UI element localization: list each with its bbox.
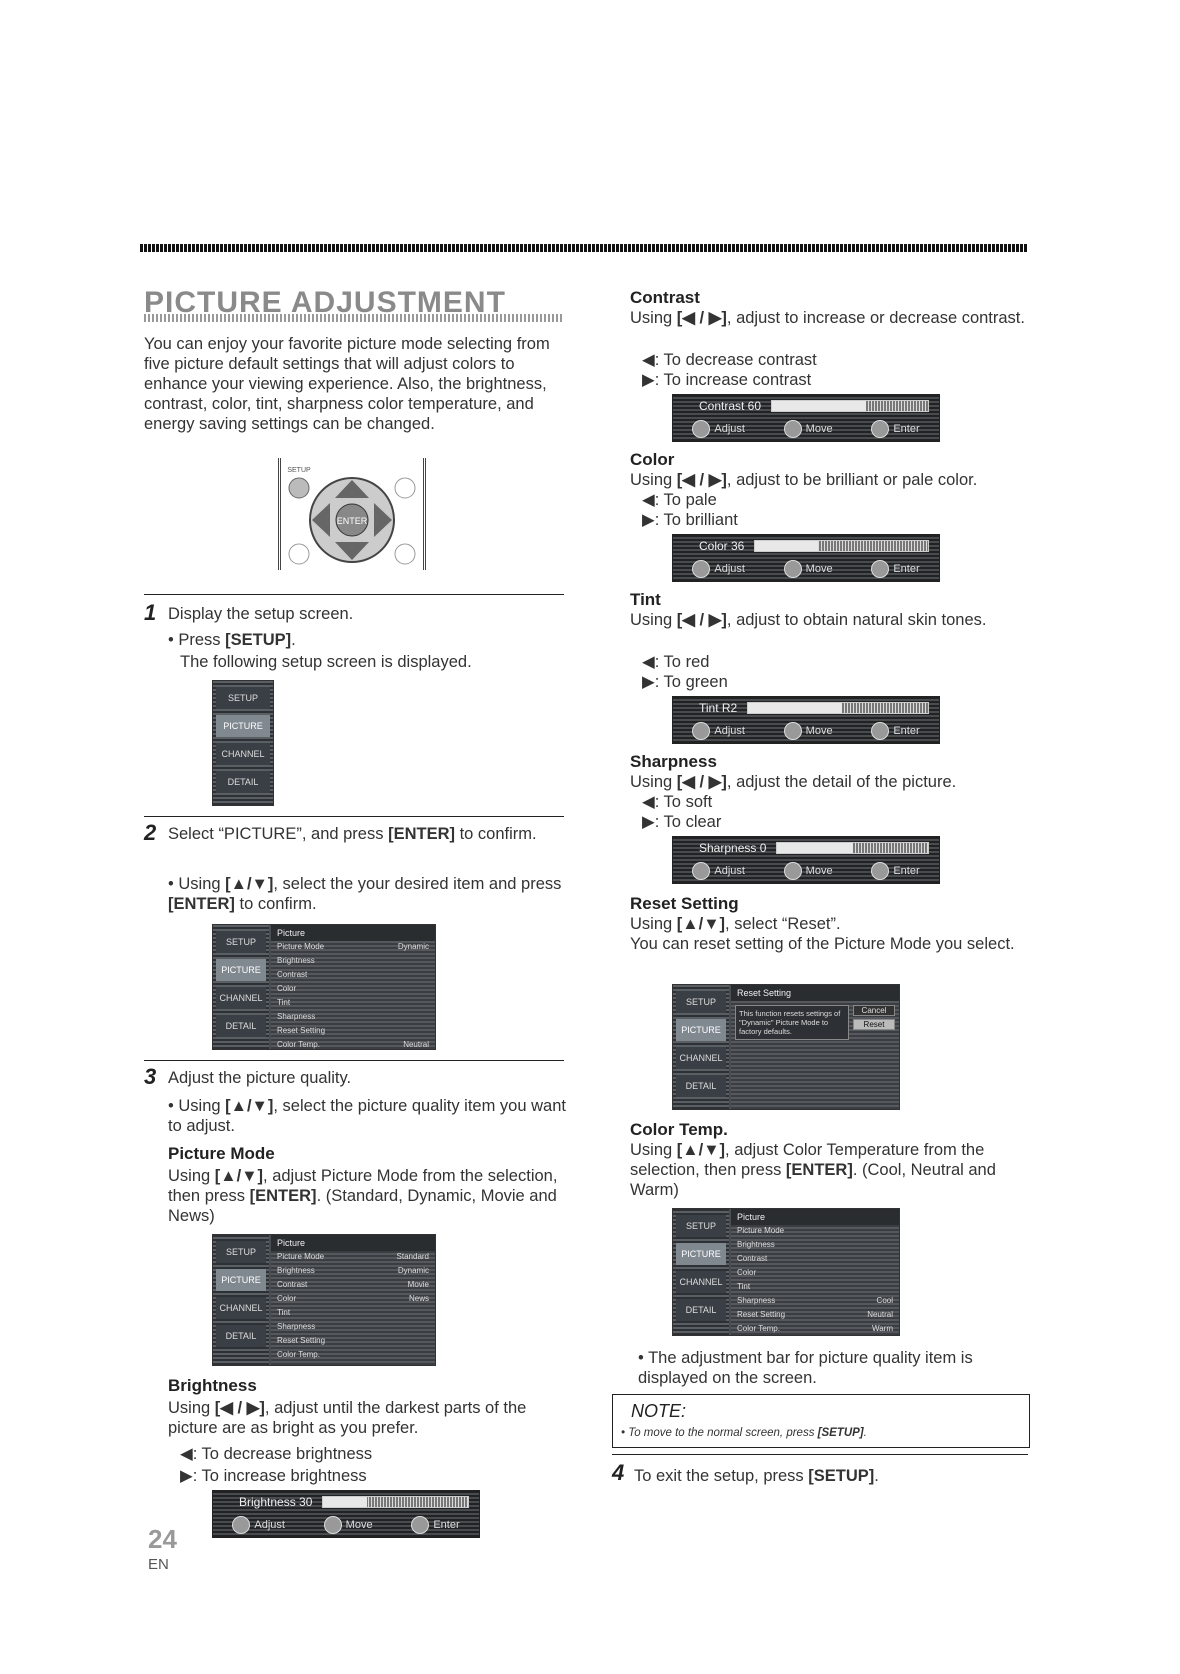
menu-row: Tint bbox=[737, 1282, 751, 1291]
intro-text: You can enjoy your favorite picture mode selecting from five picture default settings that will adjust colors to enhance your viewing experience. Also, the brightness, contrast, color, tint, sharpness color temperature, and energy saving settings can be changed. bbox=[144, 335, 550, 433]
adjust-hint: Adjust bbox=[692, 560, 745, 578]
enter-hint: Enter bbox=[871, 722, 919, 740]
menu-row: Brightness Dynamic bbox=[277, 1266, 429, 1275]
panel-title: Picture bbox=[271, 925, 435, 941]
enter-hint: Enter bbox=[411, 1516, 459, 1534]
menu-row: Color Temp. bbox=[277, 1350, 320, 1359]
dpad-icon bbox=[692, 420, 710, 438]
step-1-number: 1 bbox=[144, 600, 157, 625]
step-1-sub: The following setup screen is displayed. bbox=[180, 653, 472, 671]
sharpness-left: ◀: To soft bbox=[642, 793, 713, 811]
bar-fill bbox=[323, 1497, 366, 1507]
step-4-text: To exit the setup, press [SETUP]. bbox=[634, 1467, 879, 1485]
reset-text-1: Using [▲/▼], select “Reset”. bbox=[630, 915, 841, 933]
picture-mode-screen bbox=[212, 1234, 436, 1366]
move-hint: Move bbox=[784, 560, 833, 578]
contrast-left: ◀: To decrease contrast bbox=[642, 351, 817, 369]
dpad-icon bbox=[784, 862, 802, 880]
color-text: Using [◀ / ▶], adjust to be brilliant or pale color. bbox=[630, 471, 978, 489]
menu-row: Sharpness bbox=[277, 1322, 316, 1331]
color-left: ◀: To pale bbox=[642, 491, 717, 509]
step-1-text: Display the setup screen. bbox=[168, 605, 354, 623]
dialog-title: Reset Setting bbox=[731, 985, 899, 1001]
move-hint: Move bbox=[784, 862, 833, 880]
svg-text:SETUP: SETUP bbox=[287, 467, 311, 474]
menu-row: Brightness bbox=[737, 1240, 775, 1249]
enter-icon bbox=[871, 420, 889, 438]
tint-left: ◀: To red bbox=[642, 653, 710, 671]
dpad-icon bbox=[324, 1516, 342, 1534]
sharpness-right: ▶: To clear bbox=[642, 813, 722, 831]
sharpness-title: Sharpness bbox=[630, 752, 717, 771]
dpad-icon bbox=[784, 722, 802, 740]
panel-title: Picture bbox=[731, 1209, 899, 1225]
page-lang: EN bbox=[148, 1556, 169, 1573]
panel-title: Picture bbox=[271, 1235, 435, 1251]
menu-row: Color Temp. Warm bbox=[737, 1324, 893, 1333]
divider bbox=[144, 594, 564, 595]
contrast-right: ▶: To increase contrast bbox=[642, 371, 812, 389]
step-2-bullet: • Using [▲/▼], select the your desired item and press [ENTER] to confirm. bbox=[168, 875, 562, 913]
sharpness-text: Using [◀ / ▶], adjust the detail of the picture. bbox=[630, 773, 957, 791]
page-title: PICTURE ADJUSTMENT bbox=[144, 286, 506, 319]
step-3-text: Adjust the picture quality. bbox=[168, 1069, 352, 1087]
bar-track bbox=[776, 842, 929, 854]
step-2-text: Select “PICTURE”, and press [ENTER] to confirm. bbox=[168, 825, 537, 843]
menu-tab: DETAIL bbox=[676, 1299, 726, 1321]
adjust-hint: Adjust bbox=[692, 862, 745, 880]
reset-screen bbox=[672, 984, 900, 1110]
menu-tab: SETUP bbox=[676, 1215, 726, 1237]
menu-tab: DETAIL bbox=[676, 1075, 726, 1097]
dpad-icon bbox=[784, 560, 802, 578]
dialog-message: This function resets settings of "Dynamic" Picture Mode to factory defaults. bbox=[735, 1005, 849, 1040]
menu-row: Contrast Movie bbox=[277, 1280, 429, 1289]
bar-track bbox=[754, 540, 929, 552]
color-temp-title: Color Temp. bbox=[630, 1120, 728, 1139]
menu-row: Tint bbox=[277, 998, 291, 1007]
menu-tab: PICTURE bbox=[216, 959, 266, 981]
reset-button[interactable]: Reset bbox=[853, 1019, 895, 1030]
move-hint: Move bbox=[324, 1516, 373, 1534]
remote-dpad-icon bbox=[281, 458, 423, 570]
enter-hint: Enter bbox=[871, 862, 919, 880]
enter-hint: Enter bbox=[871, 560, 919, 578]
tint-text: Using [◀ / ▶], adjust to obtain natural skin tones. bbox=[630, 611, 987, 629]
divider bbox=[144, 1060, 564, 1061]
tint-right: ▶: To green bbox=[642, 673, 728, 691]
dpad-icon bbox=[692, 862, 710, 880]
menu-tab: PICTURE bbox=[676, 1243, 726, 1265]
contrast-bar: Contrast 60 Adjust Move Enter bbox=[672, 394, 940, 442]
divider bbox=[144, 816, 564, 817]
note-text: • To move to the normal screen, press [SETUP]. bbox=[621, 1427, 867, 1439]
contrast-text: Using [◀ / ▶], adjust to increase or decrease contrast. bbox=[630, 309, 1025, 327]
menu-row: Color News bbox=[277, 1294, 429, 1303]
remote-illustration bbox=[278, 458, 426, 570]
tint-bar: Tint R2 Adjust Move Enter bbox=[672, 696, 940, 744]
menu-tab: PICTURE bbox=[216, 715, 270, 737]
bar-track bbox=[771, 400, 929, 412]
enter-icon bbox=[871, 560, 889, 578]
dpad-icon bbox=[692, 722, 710, 740]
cancel-button[interactable]: Cancel bbox=[853, 1005, 895, 1016]
menu-row: Contrast bbox=[277, 970, 308, 979]
menu-tab: CHANNEL bbox=[676, 1271, 726, 1293]
step-3-bullet: • Using [▲/▼], select the picture quality item you want to adjust. bbox=[168, 1097, 566, 1135]
menu-row: Reset Setting bbox=[277, 1336, 326, 1345]
adjust-hint: Adjust bbox=[692, 722, 745, 740]
enter-icon bbox=[871, 862, 889, 880]
move-hint: Move bbox=[784, 722, 833, 740]
header-rule bbox=[140, 244, 1028, 252]
menu-row: Sharpness Cool bbox=[737, 1296, 893, 1305]
enter-icon bbox=[411, 1516, 429, 1534]
step-2-number: 2 bbox=[144, 820, 157, 845]
menu-tab: DETAIL bbox=[216, 1015, 266, 1037]
brightness-bar: Brightness 30 Adjust Move Enter bbox=[212, 1490, 480, 1538]
menu-row: Picture Mode Standard bbox=[277, 1252, 429, 1261]
step-4-number: 4 bbox=[612, 1460, 625, 1485]
menu-tab: CHANNEL bbox=[216, 987, 266, 1009]
adjust-hint: Adjust bbox=[692, 420, 745, 438]
bar-fill bbox=[755, 541, 817, 551]
bar-fill bbox=[772, 401, 866, 411]
menu-tab: PICTURE bbox=[216, 1269, 266, 1291]
bar-track bbox=[322, 1496, 469, 1508]
svg-text:ENTER: ENTER bbox=[336, 516, 368, 526]
color-temp-text: Using [▲/▼], adjust Color Temperature from the selection, then press [ENTER]. (Cool, Neutral and Warm) bbox=[630, 1141, 996, 1199]
contrast-title: Contrast bbox=[630, 288, 700, 307]
menu-row: Picture Mode bbox=[737, 1226, 785, 1235]
brightness-text: Using [◀ / ▶], adjust until the darkest parts of the picture are as bright as you prefer. bbox=[168, 1399, 527, 1437]
menu-row: Color bbox=[277, 984, 297, 993]
page-number: 24 bbox=[148, 1524, 177, 1554]
color-title: Color bbox=[630, 450, 675, 469]
menu-tab: DETAIL bbox=[216, 771, 270, 793]
menu-tab: SETUP bbox=[216, 687, 270, 709]
menu-row: Picture Mode Dynamic bbox=[277, 942, 429, 951]
color-temp-screen bbox=[672, 1208, 900, 1336]
dpad-icon bbox=[784, 420, 802, 438]
picture-mode-title: Picture Mode bbox=[168, 1144, 275, 1163]
menu-tab: PICTURE bbox=[676, 1019, 726, 1041]
menu-tab: SETUP bbox=[676, 991, 726, 1013]
menu-row: Tint bbox=[277, 1308, 291, 1317]
tint-title: Tint bbox=[630, 590, 661, 609]
brightness-right: ▶: To increase brightness bbox=[180, 1467, 367, 1485]
adjust-note: • The adjustment bar for picture quality item is displayed on the screen. bbox=[638, 1349, 973, 1387]
picture-mode-text: Using [▲/▼], adjust Picture Mode from the selection, then press [ENTER]. (Standard, Dynamic, Movie and News) bbox=[168, 1167, 558, 1225]
menu-row: Color Temp. Neutral bbox=[277, 1040, 429, 1049]
bar-fill bbox=[777, 843, 852, 853]
menu-tab: CHANNEL bbox=[676, 1047, 726, 1069]
color-right: ▶: To brilliant bbox=[642, 511, 738, 529]
color-bar: Color 36 Adjust Move Enter bbox=[672, 534, 940, 582]
brightness-left: ◀: To decrease brightness bbox=[180, 1445, 373, 1463]
menu-row: Reset Setting Neutral bbox=[737, 1310, 893, 1319]
divider bbox=[612, 1454, 1028, 1455]
move-hint: Move bbox=[784, 420, 833, 438]
sharpness-bar: Sharpness 0 Adjust Move Enter bbox=[672, 836, 940, 884]
menu-row: Contrast bbox=[737, 1254, 768, 1263]
bar-fill bbox=[748, 703, 841, 713]
bar-track bbox=[747, 702, 929, 714]
menu-tab: DETAIL bbox=[216, 1325, 266, 1347]
reset-title: Reset Setting bbox=[630, 894, 739, 913]
adjust-hint: Adjust bbox=[232, 1516, 285, 1534]
menu-row: Brightness bbox=[277, 956, 315, 965]
step-1-bullet: • Press [SETUP]. bbox=[168, 631, 296, 649]
note-box bbox=[612, 1394, 1030, 1448]
reset-text-2: You can reset setting of the Picture Mode you select. bbox=[630, 935, 1015, 953]
enter-icon bbox=[871, 722, 889, 740]
menu-tab: SETUP bbox=[216, 931, 266, 953]
menu-row: Reset Setting bbox=[277, 1026, 326, 1035]
menu-tab: CHANNEL bbox=[216, 743, 270, 765]
note-title: NOTE: bbox=[631, 1401, 687, 1421]
step-3-number: 3 bbox=[144, 1064, 157, 1089]
menu-tab: CHANNEL bbox=[216, 1297, 266, 1319]
menu-row: Sharpness bbox=[277, 1012, 316, 1021]
dpad-icon bbox=[232, 1516, 250, 1534]
brightness-title: Brightness bbox=[168, 1376, 257, 1395]
menu-tab: SETUP bbox=[216, 1241, 266, 1263]
dpad-icon bbox=[692, 560, 710, 578]
picture-menu-screen bbox=[212, 924, 436, 1050]
menu-row: Color bbox=[737, 1268, 757, 1277]
setup-menu-screen bbox=[212, 680, 274, 806]
enter-hint: Enter bbox=[871, 420, 919, 438]
